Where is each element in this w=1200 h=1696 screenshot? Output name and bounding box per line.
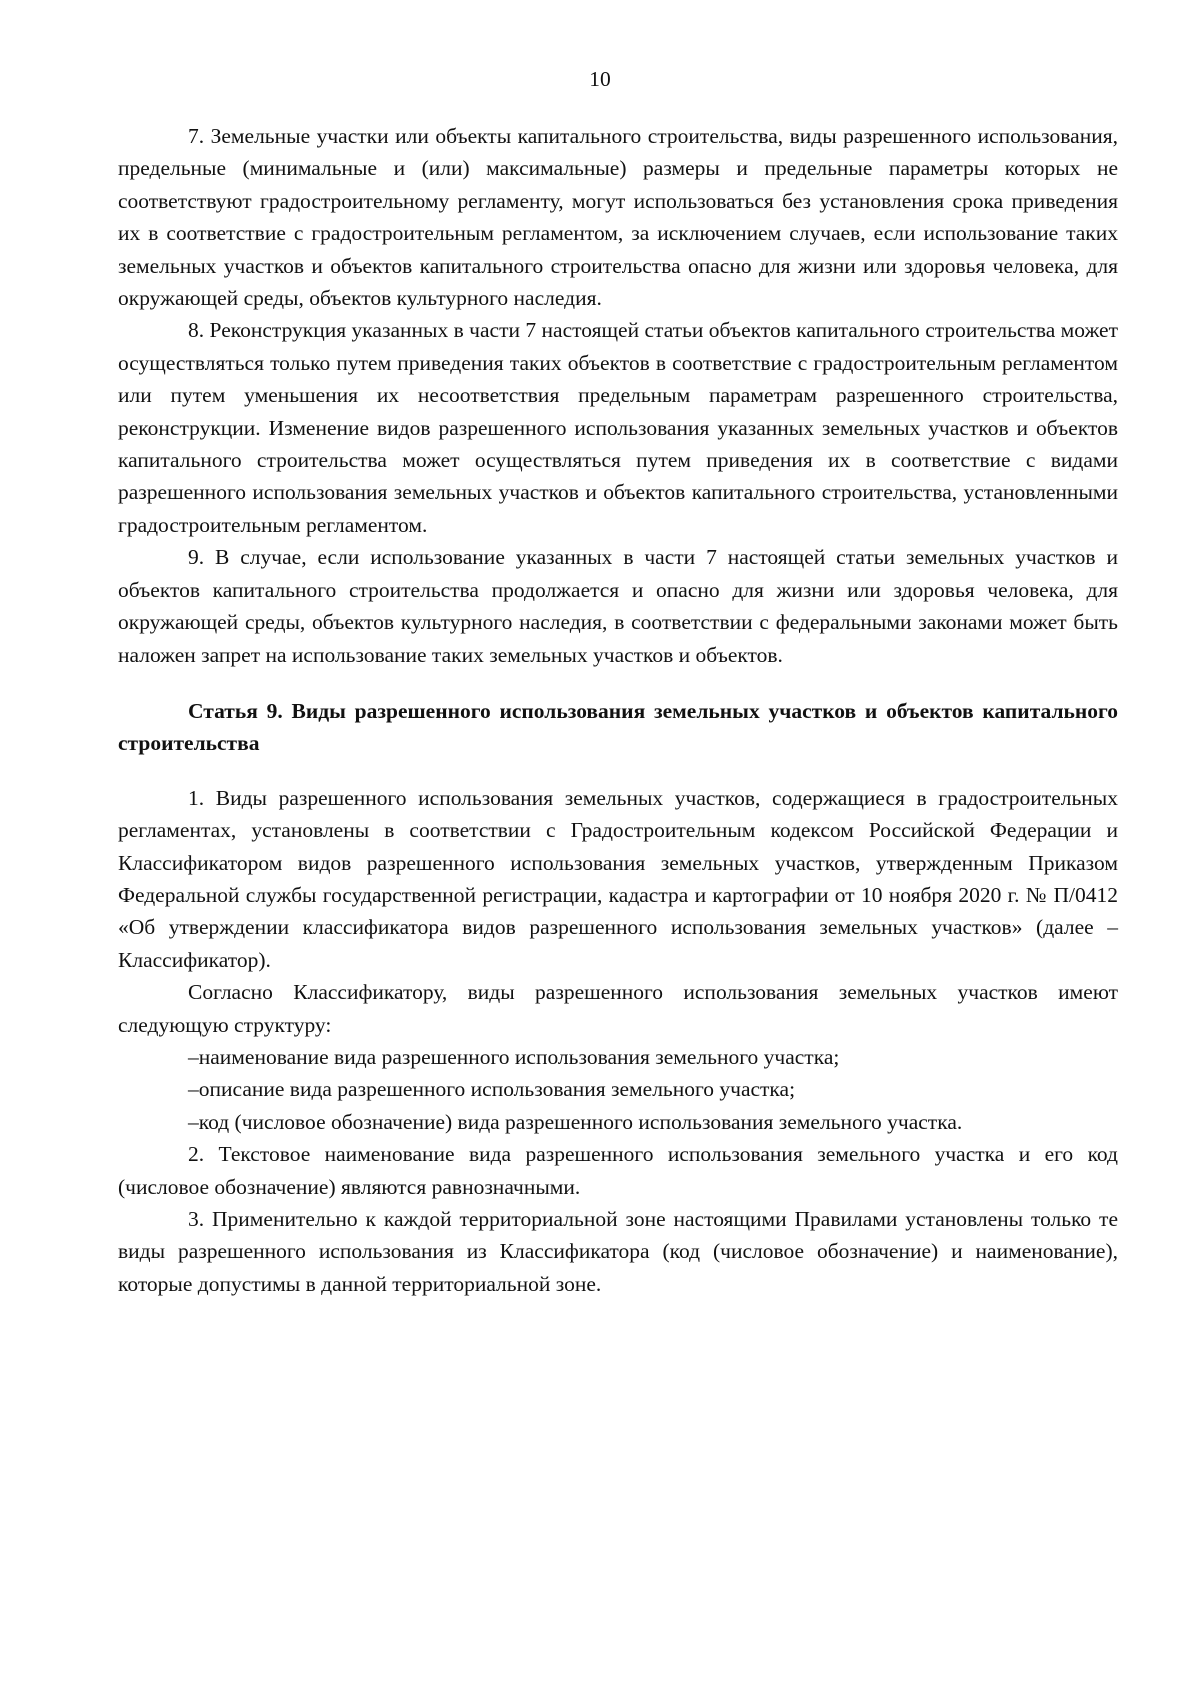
document-body xyxy=(118,120,1118,1300)
paragraph-7: 7. Земельные участки или объекты капитального строительства, виды разрешенного использования, предельные (минимальные и (или) максимальные) размеры и предельные параметры которых не соответствуют градостроительному регламенту, могут использоваться без установления срока приведения их в соответствие с градостроительным регламентом, за исключением случаев, если использование таких земельных участков и объектов капитального строительства опасно для жизни или здоровья человека, для окружающей среды, объектов культурного наследия. xyxy=(118,124,1118,311)
heading-spacer xyxy=(118,760,1118,782)
article-9-paragraph-3: 3. Применительно к каждой территориальной зоне настоящими Правилами установлены только те виды разрешенного использования из Классификатора (код (числовое обозначение) и наименование), которые допустимы в данной территориальной зоне. xyxy=(118,1207,1118,1296)
article-9-paragraph-2: 2. Текстовое наименование вида разрешенного использования земельного участка и его код (числовое обозначение) являются равнозначными. xyxy=(118,1142,1118,1199)
structure-list-item: –описание вида разрешенного использования земельного участка; xyxy=(188,1077,796,1102)
structure-list-item: –наименование вида разрешенного использования земельного участка; xyxy=(188,1044,840,1069)
article-9-paragraph-1: 1. Виды разрешенного использования земельных участков, содержащиеся в градостроительных регламентах, установлены в соответствии с Градостроительным кодексом Российской Федерации и Классификатором видов разрешенного использования земельных участков, утвержденным Приказом Федеральной службы государственной регистрации, кадастра и картографии от 10 ноября 2020 г. № П/0412 «Об утверждении классификатора видов разрешенного использования земельных участков» (далее – Классификатор). xyxy=(118,785,1118,972)
page-number: 10 xyxy=(589,67,611,91)
article-9-heading: Статья 9. Виды разрешенного использования земельных участков и объектов капитального строительства xyxy=(118,698,1118,756)
paragraph-9: 9. В случае, если использование указанных в части 7 настоящей статьи земельных участков и объектов капитального строительства продолжается и опасно для жизни или здоровья человека, для окружающей среды, объектов культурного наследия, в соответствии с федеральными законами может быть наложен запрет на использование таких земельных участков и объектов. xyxy=(118,545,1118,667)
structure-list-item: –код (числовое обозначение) вида разрешенного использования земельного участка. xyxy=(188,1109,963,1134)
paragraph-8: 8. Реконструкция указанных в части 7 настоящей статьи объектов капитального строительства может осуществляться только путем приведения таких объектов в соответствие с градостроительным регламентом или путем уменьшения их несоответствия предельным параметрам разрешенного строительства, реконструкции. Изменение видов разрешенного использования указанных земельных участков и объектов капитального строительства может осуществляться путем приведения их в соответствие с видами разрешенного использования земельных участков и объектов капитального строительства, установленными градостроительным регламентом. xyxy=(118,318,1118,537)
article-9-structure-intro: Согласно Классификатору, виды разрешенного использования земельных участков имеют следующую структуру: xyxy=(118,980,1118,1037)
